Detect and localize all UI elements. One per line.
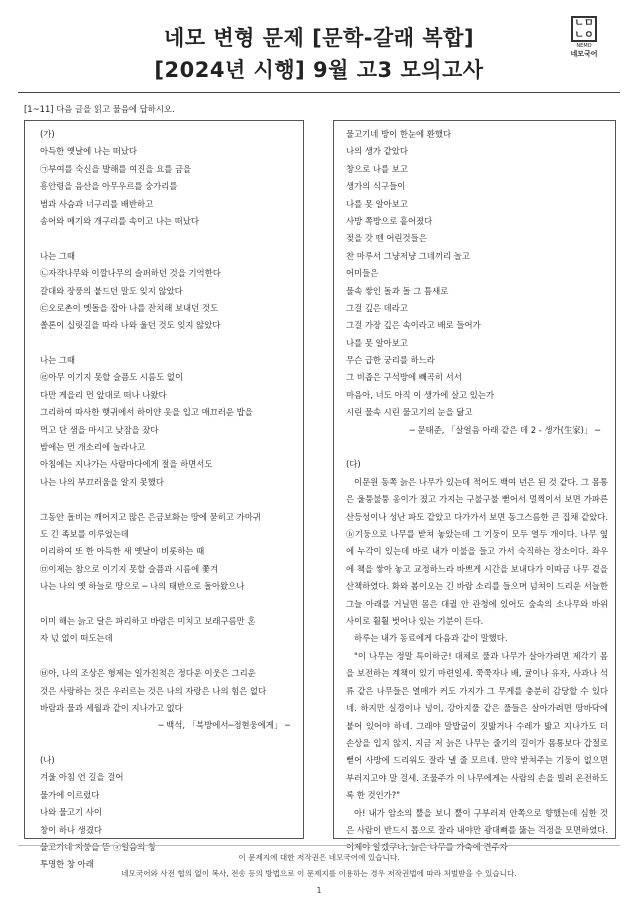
poem-line: 먹고 단 샘을 마시고 낮잠을 잤다 xyxy=(40,424,159,435)
poem-line: 그 비좁은 구석방에 빼곡히 서서 xyxy=(346,372,462,383)
poem-line xyxy=(40,648,298,665)
poem-line: 투명한 창 아래 xyxy=(40,859,94,870)
page-subtitle: [2024년 시행] 9월 고3 모의고사 xyxy=(154,58,484,82)
poem-line: 아침에는 지나가는 사람마다에게 절을 하면서도 xyxy=(40,459,213,470)
right-prose xyxy=(346,474,608,857)
prose-heading: (다) xyxy=(346,459,361,470)
header-divider xyxy=(18,92,620,93)
poem-line: 물가에 이르렀다 xyxy=(40,789,100,800)
poem-line: 사방 쪽방으로 흩어졌다 xyxy=(346,215,433,226)
poem-line: 물고기네 방이 한눈에 환했다 xyxy=(346,129,452,139)
poem-line: 송어와 메기와 개구리를 속이고 나는 떠났다 xyxy=(40,215,199,226)
poem-line: 바람과 물과 세월과 같이 지나가고 없다 xyxy=(40,702,183,713)
poem-line: 이미 해는 늙고 달은 파리하고 바람은 미치고 보래구름만 혼 xyxy=(40,615,256,626)
poem-line: 나를 못 알아보고 xyxy=(346,198,408,209)
logo-mark: ㄴㅁ ㄴㅇ xyxy=(571,16,597,42)
poem-line: 시린 물속 시린 물고기의 눈을 닮고 xyxy=(346,407,473,418)
page-number: 1 xyxy=(316,886,322,895)
poem-line: ─ 문태준, 「살얼음 아래 같은 데 2 - 생가(生家)」 ─ xyxy=(409,424,600,435)
copyright-warning: 네모국어와 사전 협의 없이 복사, 전송 등의 방법으로 이 문제지를 이용하는 경우 저작권법에 따라 처벌받을 수 있습니다. xyxy=(121,869,517,878)
right-column xyxy=(346,126,608,857)
poem-line: 아득한 옛날에 나는 떠났다 xyxy=(40,146,137,157)
poem-line: 나는 그때 xyxy=(40,250,76,261)
poem-line: 나는 나의 부끄러움을 알지 못했다 xyxy=(40,476,164,487)
poem-line: 흥안령을 음산을 아무우르를 숭가리를 xyxy=(40,181,178,192)
poem-line: ㉥아, 나의 조상은 형제는 일가친척은 정다운 이웃은 그리운 xyxy=(40,668,256,679)
poem-line: ─ 백석, 「북방에서─정현웅에게」 ─ xyxy=(158,720,290,731)
prose-paragraph: 아! 내가 암소의 뿔을 보니 뿔이 구부러져 안쪽으로 향했는데 심한 것은 사람이 반드시 톱으로 잘라 내야만 광대뼈를 뚫는 걱정을 모면하였다. 이제야 알겠구나, 늙은 나무를 가축에 견주자 xyxy=(346,807,608,853)
poem-line: 밤에는 먼 개소리에 놀라나고 xyxy=(40,442,146,453)
poem-line: 다만 게을리 먼 앞대로 떠나 나왔다 xyxy=(40,389,167,400)
poem-line: 생가의 식구들이 xyxy=(346,181,406,192)
poem-line: 나의 생가 같았다 xyxy=(346,146,408,157)
poem-line: 어미들은 xyxy=(346,268,379,279)
left-column xyxy=(40,126,298,874)
poem-line: 쏠론이 십릿길을 따라 나와 울던 것도 잊지 않았다 xyxy=(40,320,221,331)
poem-line: 물속 쌓인 돌과 돌 그 틈새로 xyxy=(346,285,449,296)
poem-line: 무슨 급한 궁리를 하느라 xyxy=(346,355,435,366)
prose-paragraph: "이 나무는 정말 특이하군! 대체로 풀과 나무가 살아가려면 제각기 몸을 보전하는 계책이 있기 마련일세. 쭉쭉자나 배, 귤이나 유자, 사과나 석류 같은 나무들은 열매가 커도 가지가 그 무게를 충분히 감당할 수 있다네. 하지만 실경이나 넝이, 강아지풀 같은 풀들은 살아가려면 땅바닥에 붙어 있어야 하네. 그래야 말밥굽이 짓밟거나 수레가 밟고 지나가도 더 손상을 입지 않지. 지금 저 늙은 나무는 줄기의 길이가 몸통보다 갑절로 뻗어 사방에 드리워도 잘라 낼 줄 모르네. 만약 받쳐주는 기둥이 없으면 부러지고야 말 걸세. 조물주가 이 나무에게는 사람의 손을 빌려 온전하도록 한 것인가?" xyxy=(346,650,608,801)
poem-line: 나는 그때 xyxy=(40,355,76,366)
prose-paragraph: 하루는 내가 동료에게 다음과 같이 말했다. xyxy=(354,633,508,644)
poem-line: 창이 하나 생겼다 xyxy=(40,824,102,835)
poem-line: 나를 못 알아보고 xyxy=(346,337,408,348)
poem-line xyxy=(40,735,298,752)
poem-line xyxy=(40,230,298,247)
prose-paragraph: 이문원 동쪽 늙은 나무가 있는데 적어도 백여 년은 된 것 같다. 그 몸통은 울퉁불퉁 옹이가 졌고 가지는 구불구불 뻗어서 멀찍이서 보면 가파른 산등성이나 성난 파도 같았고 다가가서 보면 동그스름한 큰 집채 같았다. ⓑ기둥으로 나무를 받쳐 놓았는데 그 기둥이 모두 열두 개이다. 나무 옆에 누각이 있는데 바로 내가 이불을 들고 가서 숙직하는 장소이다. 좌우에 책을 쌓아 놓고 교정하느라 바쁘게 시간을 보내다가 이따금 나무 곁을 산책하였다. 화와 봄이오는 긴 바람 소리를 들으며 넘쳐이 드리운 서늘한 그늘 아래를 거닐면 몸은 대궐 안 관청에 있어도 숲속의 소나무와 바위 사이로 훨훨 벗어나 있는 기분이 든다. xyxy=(346,476,608,627)
instruction-text: [1~11] 다음 글을 읽고 물음에 답하시오. xyxy=(24,104,175,114)
logo-en-text: NEMO xyxy=(576,43,592,49)
poem-line: 젖을 갓 뗀 어린것들은 xyxy=(346,233,427,244)
page-title: 네모 변형 문제 [문학-갈래 복합] xyxy=(163,26,475,50)
poem-line: 자 넋 없이 떠도는데 xyxy=(40,633,113,644)
poem-line: 도 긴 족보를 이루었는데 xyxy=(40,528,129,539)
footer-divider xyxy=(18,845,620,846)
poem-line: 물고기네 지붕을 뜯 ⓐ얼음의 창 xyxy=(40,842,157,853)
poem-line: ㉤이제는 참으로 이기지 못할 슬픔과 시름에 쫓겨 xyxy=(40,563,219,574)
poem-line: 나는 나의 옛 하늘로 땅으로 ─ 나의 태반으로 돌아왔으나 xyxy=(40,581,245,592)
poem-line: 범과 사슴과 너구리를 배반하고 xyxy=(40,198,154,209)
copyright-line: 이 문제지에 대한 저작권은 네모국어에 있습니다. xyxy=(238,853,400,862)
poem-line xyxy=(40,596,298,613)
poem-line: 그동안 돌비는 깨어지고 많은 은금보화는 땅에 묻히고 가마귀 xyxy=(40,511,261,522)
poem-line: 겨울 아침 언 길을 걸어 xyxy=(40,772,124,783)
poem-line: 갈대와 장풍의 붙드던 말도 잊지 않았다 xyxy=(40,285,183,296)
logo-ko-text: 네모국어 xyxy=(570,50,598,58)
poem-line: 찬 마루서 그냥저냥 그네끼리 놀고 xyxy=(346,250,470,261)
poem-line: ㉡자작나무와 이깔나무의 슬퍼하던 것을 기억한다 xyxy=(40,268,221,279)
poem-line: 것은 사랑하는 것은 우러르는 것은 나의 자랑은 나의 힘은 없다 xyxy=(40,685,267,696)
poem-line: (나) xyxy=(40,755,55,766)
publisher-logo xyxy=(564,16,604,59)
poem-line: 마음아, 너도 아직 이 생가에 살고 있는가 xyxy=(346,389,495,400)
poem-line: 나와 물고기 사이 xyxy=(40,807,102,818)
poem-line: 이리하여 또 한 아득한 새 옛날이 비롯하는 때 xyxy=(40,546,205,557)
poem-line xyxy=(40,491,298,508)
poem-line: ㉣아무 이기지 못할 슬픔도 시름도 없이 xyxy=(40,372,184,383)
poem-line: 그리하여 따사한 햇귀에서 하이얀 옷을 입고 매끄러운 밥을 xyxy=(40,407,253,418)
poem-line xyxy=(40,335,298,352)
right-poem xyxy=(346,126,608,439)
poem-line: 그걸 깊은 데라고 xyxy=(346,302,408,313)
poem-line: 그걸 가장 깊은 속이라고 배로 들어가 xyxy=(346,320,481,331)
poem-line: (가) xyxy=(40,129,55,139)
poem-line: ㉠부여를 숙신을 발해를 여진을 요를 금을 xyxy=(40,163,192,174)
poem-line: 창으로 나를 보고 xyxy=(346,163,408,174)
poem-line: ㉢오로촌이 멧돌을 잡아 나를 잔치해 보내던 것도 xyxy=(40,302,219,313)
